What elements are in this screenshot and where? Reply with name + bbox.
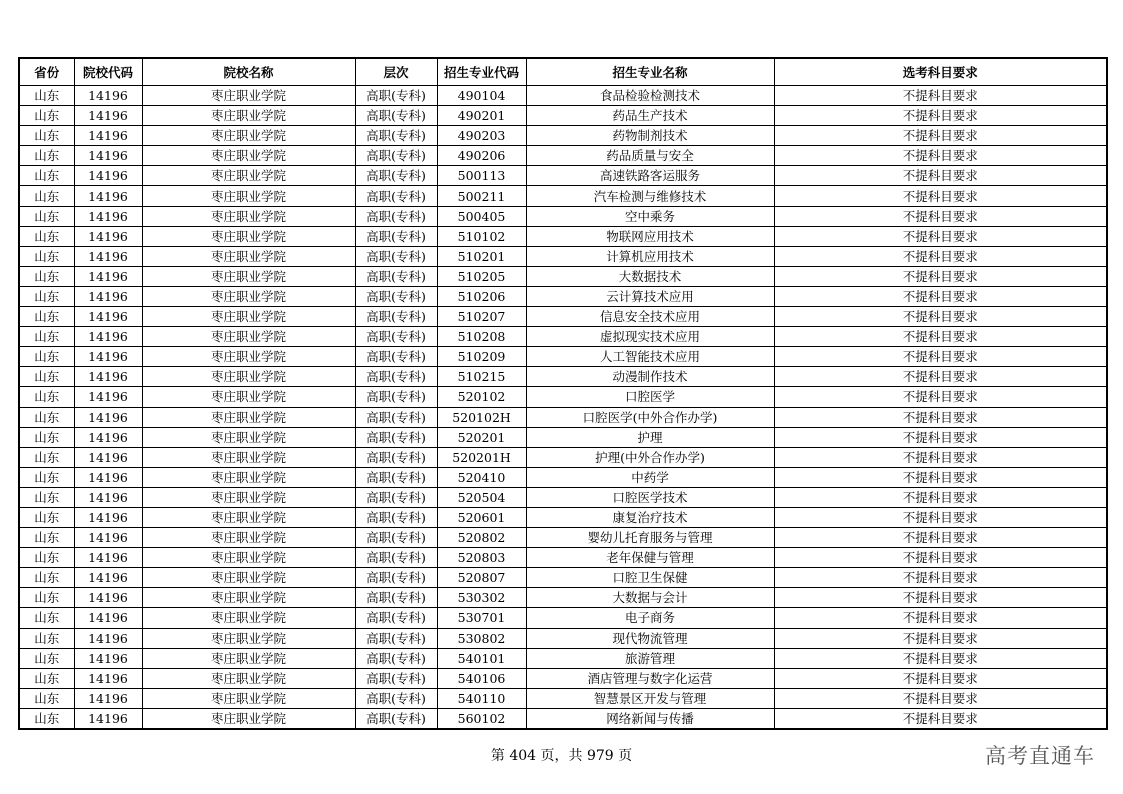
cell-school-name: 枣庄职业学院 [142,708,355,729]
cell-subject-requirement: 不提科目要求 [774,588,1107,608]
cell-major-code: 500113 [437,166,526,186]
cell-school-code: 14196 [74,286,142,306]
cell-school-code: 14196 [74,367,142,387]
cell-school-code: 14196 [74,246,142,266]
cell-subject-requirement: 不提科目要求 [774,528,1107,548]
cell-major-name: 智慧景区开发与管理 [526,688,774,708]
cell-major-code: 500211 [437,186,526,206]
cell-major-name: 药物制剂技术 [526,126,774,146]
cell-subject-requirement: 不提科目要求 [774,86,1107,106]
cell-province: 山东 [19,387,74,407]
table-row [19,106,1107,126]
cell-major-code: 490203 [437,126,526,146]
cell-level: 高职(专科) [355,206,437,226]
cell-level: 高职(专科) [355,467,437,487]
cell-major-name: 网络新闻与传播 [526,708,774,729]
cell-major-name: 旅游管理 [526,648,774,668]
column-header-school-code: 院校代码 [74,58,142,86]
cell-subject-requirement: 不提科目要求 [774,467,1107,487]
cell-major-name: 口腔医学技术 [526,487,774,507]
cell-major-name: 信息安全技术应用 [526,307,774,327]
cell-major-code: 490201 [437,106,526,126]
cell-major-code: 540101 [437,648,526,668]
cell-subject-requirement: 不提科目要求 [774,407,1107,427]
table-row [19,548,1107,568]
cell-major-code: 560102 [437,708,526,729]
cell-level: 高职(专科) [355,407,437,427]
table-row [19,668,1107,688]
cell-school-code: 14196 [74,387,142,407]
cell-major-name: 酒店管理与数字化运营 [526,668,774,688]
cell-school-name: 枣庄职业学院 [142,226,355,246]
cell-province: 山东 [19,427,74,447]
cell-level: 高职(专科) [355,286,437,306]
cell-subject-requirement: 不提科目要求 [774,266,1107,286]
column-header-major-code: 招生专业代码 [437,58,526,86]
cell-subject-requirement: 不提科目要求 [774,206,1107,226]
cell-school-code: 14196 [74,106,142,126]
cell-school-name: 枣庄职业学院 [142,166,355,186]
column-header-school-name: 院校名称 [142,58,355,86]
cell-school-code: 14196 [74,427,142,447]
cell-major-code: 510201 [437,246,526,266]
cell-level: 高职(专科) [355,307,437,327]
cell-major-code: 520102 [437,387,526,407]
cell-level: 高职(专科) [355,447,437,467]
cell-major-code: 520201H [437,447,526,467]
table-row [19,528,1107,548]
cell-major-code: 520201 [437,427,526,447]
cell-major-code: 510205 [437,266,526,286]
cell-major-code: 530302 [437,588,526,608]
table-row [19,246,1107,266]
cell-province: 山东 [19,166,74,186]
cell-school-name: 枣庄职业学院 [142,688,355,708]
cell-major-name: 虚拟现实技术应用 [526,327,774,347]
cell-subject-requirement: 不提科目要求 [774,146,1107,166]
cell-school-code: 14196 [74,668,142,688]
cell-subject-requirement: 不提科目要求 [774,708,1107,729]
cell-school-name: 枣庄职业学院 [142,668,355,688]
page-number: 第 404 页，共 979 页 [490,748,633,764]
cell-major-name: 人工智能技术应用 [526,347,774,367]
cell-major-name: 大数据技术 [526,266,774,286]
cell-province: 山东 [19,246,74,266]
cell-level: 高职(专科) [355,708,437,729]
cell-school-code: 14196 [74,688,142,708]
cell-school-name: 枣庄职业学院 [142,106,355,126]
table-row [19,568,1107,588]
cell-school-code: 14196 [74,86,142,106]
cell-subject-requirement: 不提科目要求 [774,246,1107,266]
cell-subject-requirement: 不提科目要求 [774,106,1107,126]
cell-major-name: 云计算技术应用 [526,286,774,306]
cell-level: 高职(专科) [355,347,437,367]
cell-school-code: 14196 [74,266,142,286]
cell-subject-requirement: 不提科目要求 [774,166,1107,186]
column-header-major-name: 招生专业名称 [526,58,774,86]
cell-major-code: 520102H [437,407,526,427]
cell-level: 高职(专科) [355,528,437,548]
cell-school-code: 14196 [74,648,142,668]
cell-major-name: 药品生产技术 [526,106,774,126]
cell-level: 高职(专科) [355,507,437,527]
cell-school-code: 14196 [74,487,142,507]
cell-school-code: 14196 [74,166,142,186]
cell-subject-requirement: 不提科目要求 [774,628,1107,648]
cell-level: 高职(专科) [355,487,437,507]
cell-level: 高职(专科) [355,86,437,106]
cell-major-code: 520807 [437,568,526,588]
cell-major-name: 药品质量与安全 [526,146,774,166]
cell-level: 高职(专科) [355,246,437,266]
cell-province: 山东 [19,648,74,668]
column-header-province: 省份 [19,58,74,86]
table-row [19,608,1107,628]
cell-province: 山东 [19,226,74,246]
column-header-subject-requirement: 选考科目要求 [774,58,1107,86]
cell-subject-requirement: 不提科目要求 [774,186,1107,206]
cell-school-name: 枣庄职业学院 [142,427,355,447]
cell-subject-requirement: 不提科目要求 [774,688,1107,708]
cell-major-code: 510209 [437,347,526,367]
cell-subject-requirement: 不提科目要求 [774,126,1107,146]
cell-major-name: 婴幼儿托育服务与管理 [526,528,774,548]
cell-province: 山东 [19,86,74,106]
cell-major-code: 500405 [437,206,526,226]
table-row [19,507,1107,527]
cell-major-code: 520410 [437,467,526,487]
cell-level: 高职(专科) [355,126,437,146]
cell-school-name: 枣庄职业学院 [142,588,355,608]
table-row [19,367,1107,387]
cell-major-code: 520803 [437,548,526,568]
cell-province: 山东 [19,588,74,608]
table-row [19,427,1107,447]
cell-subject-requirement: 不提科目要求 [774,427,1107,447]
cell-school-name: 枣庄职业学院 [142,286,355,306]
cell-school-code: 14196 [74,708,142,729]
cell-school-name: 枣庄职业学院 [142,628,355,648]
table-row [19,307,1107,327]
cell-province: 山东 [19,467,74,487]
cell-major-name: 汽车检测与维修技术 [526,186,774,206]
cell-school-name: 枣庄职业学院 [142,146,355,166]
cell-major-name: 口腔医学 [526,387,774,407]
admission-table [18,57,1108,730]
cell-school-code: 14196 [74,407,142,427]
cell-level: 高职(专科) [355,427,437,447]
cell-subject-requirement: 不提科目要求 [774,487,1107,507]
cell-level: 高职(专科) [355,568,437,588]
cell-school-name: 枣庄职业学院 [142,608,355,628]
cell-major-name: 口腔医学(中外合作办学) [526,407,774,427]
cell-province: 山东 [19,668,74,688]
cell-school-code: 14196 [74,507,142,527]
table-row [19,708,1107,729]
cell-level: 高职(专科) [355,668,437,688]
cell-school-code: 14196 [74,226,142,246]
cell-major-name: 康复治疗技术 [526,507,774,527]
cell-major-code: 510102 [437,226,526,246]
cell-subject-requirement: 不提科目要求 [774,286,1107,306]
cell-school-name: 枣庄职业学院 [142,367,355,387]
table-row [19,146,1107,166]
cell-province: 山东 [19,186,74,206]
cell-school-code: 14196 [74,126,142,146]
cell-province: 山东 [19,528,74,548]
cell-school-code: 14196 [74,146,142,166]
cell-province: 山东 [19,507,74,527]
cell-major-code: 540106 [437,668,526,688]
cell-subject-requirement: 不提科目要求 [774,648,1107,668]
cell-subject-requirement: 不提科目要求 [774,226,1107,246]
cell-province: 山东 [19,628,74,648]
cell-school-code: 14196 [74,307,142,327]
cell-level: 高职(专科) [355,387,437,407]
cell-school-code: 14196 [74,588,142,608]
cell-school-code: 14196 [74,528,142,548]
cell-level: 高职(专科) [355,548,437,568]
cell-province: 山东 [19,266,74,286]
cell-major-name: 动漫制作技术 [526,367,774,387]
cell-province: 山东 [19,286,74,306]
cell-subject-requirement: 不提科目要求 [774,447,1107,467]
cell-school-name: 枣庄职业学院 [142,507,355,527]
cell-level: 高职(专科) [355,688,437,708]
cell-school-code: 14196 [74,608,142,628]
cell-province: 山东 [19,407,74,427]
cell-school-name: 枣庄职业学院 [142,266,355,286]
cell-major-code: 510208 [437,327,526,347]
table-row [19,206,1107,226]
cell-major-name: 护理(中外合作办学) [526,447,774,467]
cell-province: 山东 [19,447,74,467]
table-row [19,588,1107,608]
cell-school-name: 枣庄职业学院 [142,186,355,206]
cell-subject-requirement: 不提科目要求 [774,507,1107,527]
cell-school-name: 枣庄职业学院 [142,86,355,106]
cell-subject-requirement: 不提科目要求 [774,387,1107,407]
cell-major-code: 540110 [437,688,526,708]
cell-major-name: 食品检验检测技术 [526,86,774,106]
cell-school-code: 14196 [74,347,142,367]
cell-level: 高职(专科) [355,146,437,166]
cell-province: 山东 [19,307,74,327]
cell-school-name: 枣庄职业学院 [142,327,355,347]
cell-level: 高职(专科) [355,166,437,186]
cell-school-code: 14196 [74,548,142,568]
cell-major-code: 520504 [437,487,526,507]
cell-province: 山东 [19,548,74,568]
cell-major-code: 510215 [437,367,526,387]
cell-major-code: 510206 [437,286,526,306]
cell-level: 高职(专科) [355,628,437,648]
cell-school-name: 枣庄职业学院 [142,467,355,487]
cell-major-code: 520802 [437,528,526,548]
cell-level: 高职(专科) [355,367,437,387]
cell-school-code: 14196 [74,568,142,588]
cell-province: 山东 [19,106,74,126]
cell-major-code: 510207 [437,307,526,327]
cell-school-name: 枣庄职业学院 [142,447,355,467]
cell-subject-requirement: 不提科目要求 [774,668,1107,688]
cell-level: 高职(专科) [355,186,437,206]
table-header-row [19,58,1107,86]
cell-subject-requirement: 不提科目要求 [774,327,1107,347]
cell-province: 山东 [19,568,74,588]
cell-subject-requirement: 不提科目要求 [774,367,1107,387]
cell-subject-requirement: 不提科目要求 [774,608,1107,628]
cell-school-name: 枣庄职业学院 [142,307,355,327]
cell-school-name: 枣庄职业学院 [142,548,355,568]
cell-school-name: 枣庄职业学院 [142,126,355,146]
cell-school-code: 14196 [74,186,142,206]
table-row [19,688,1107,708]
cell-major-name: 口腔卫生保健 [526,568,774,588]
cell-school-name: 枣庄职业学院 [142,206,355,226]
cell-level: 高职(专科) [355,327,437,347]
cell-school-name: 枣庄职业学院 [142,487,355,507]
table-row [19,447,1107,467]
cell-school-name: 枣庄职业学院 [142,246,355,266]
cell-major-name: 电子商务 [526,608,774,628]
table-row [19,347,1107,367]
table-row [19,467,1107,487]
cell-level: 高职(专科) [355,608,437,628]
table-row [19,327,1107,347]
cell-school-name: 枣庄职业学院 [142,568,355,588]
cell-school-code: 14196 [74,467,142,487]
cell-subject-requirement: 不提科目要求 [774,307,1107,327]
table-row [19,407,1107,427]
table-row [19,166,1107,186]
table-row [19,286,1107,306]
cell-school-name: 枣庄职业学院 [142,387,355,407]
cell-school-name: 枣庄职业学院 [142,347,355,367]
cell-major-code: 490206 [437,146,526,166]
table-row [19,266,1107,286]
table-row [19,487,1107,507]
cell-major-code: 520601 [437,507,526,527]
watermark-logo: 高考直通车 [985,744,1095,768]
table-row [19,186,1107,206]
cell-province: 山东 [19,327,74,347]
cell-school-name: 枣庄职业学院 [142,528,355,548]
cell-major-name: 老年保健与管理 [526,548,774,568]
cell-level: 高职(专科) [355,106,437,126]
cell-subject-requirement: 不提科目要求 [774,548,1107,568]
cell-province: 山东 [19,708,74,729]
table-row [19,86,1107,106]
table-body [19,86,1107,730]
cell-province: 山东 [19,126,74,146]
cell-major-name: 护理 [526,427,774,447]
cell-major-code: 530701 [437,608,526,628]
table-row [19,387,1107,407]
cell-major-name: 中药学 [526,467,774,487]
cell-province: 山东 [19,487,74,507]
cell-subject-requirement: 不提科目要求 [774,568,1107,588]
cell-school-code: 14196 [74,327,142,347]
cell-province: 山东 [19,688,74,708]
cell-major-name: 大数据与会计 [526,588,774,608]
cell-major-code: 530802 [437,628,526,648]
cell-major-code: 490104 [437,86,526,106]
cell-school-name: 枣庄职业学院 [142,407,355,427]
cell-province: 山东 [19,347,74,367]
table-row [19,126,1107,146]
cell-province: 山东 [19,608,74,628]
cell-school-name: 枣庄职业学院 [142,648,355,668]
cell-major-name: 空中乘务 [526,206,774,226]
cell-school-code: 14196 [74,206,142,226]
cell-province: 山东 [19,367,74,387]
cell-major-name: 现代物流管理 [526,628,774,648]
cell-level: 高职(专科) [355,266,437,286]
cell-school-code: 14196 [74,447,142,467]
cell-major-name: 高速铁路客运服务 [526,166,774,186]
cell-province: 山东 [19,206,74,226]
cell-major-name: 物联网应用技术 [526,226,774,246]
cell-province: 山东 [19,146,74,166]
cell-level: 高职(专科) [355,588,437,608]
column-header-level: 层次 [355,58,437,86]
cell-major-name: 计算机应用技术 [526,246,774,266]
cell-subject-requirement: 不提科目要求 [774,347,1107,367]
table-row [19,648,1107,668]
cell-level: 高职(专科) [355,226,437,246]
cell-level: 高职(专科) [355,648,437,668]
table-row [19,226,1107,246]
cell-school-code: 14196 [74,628,142,648]
table-row [19,628,1107,648]
